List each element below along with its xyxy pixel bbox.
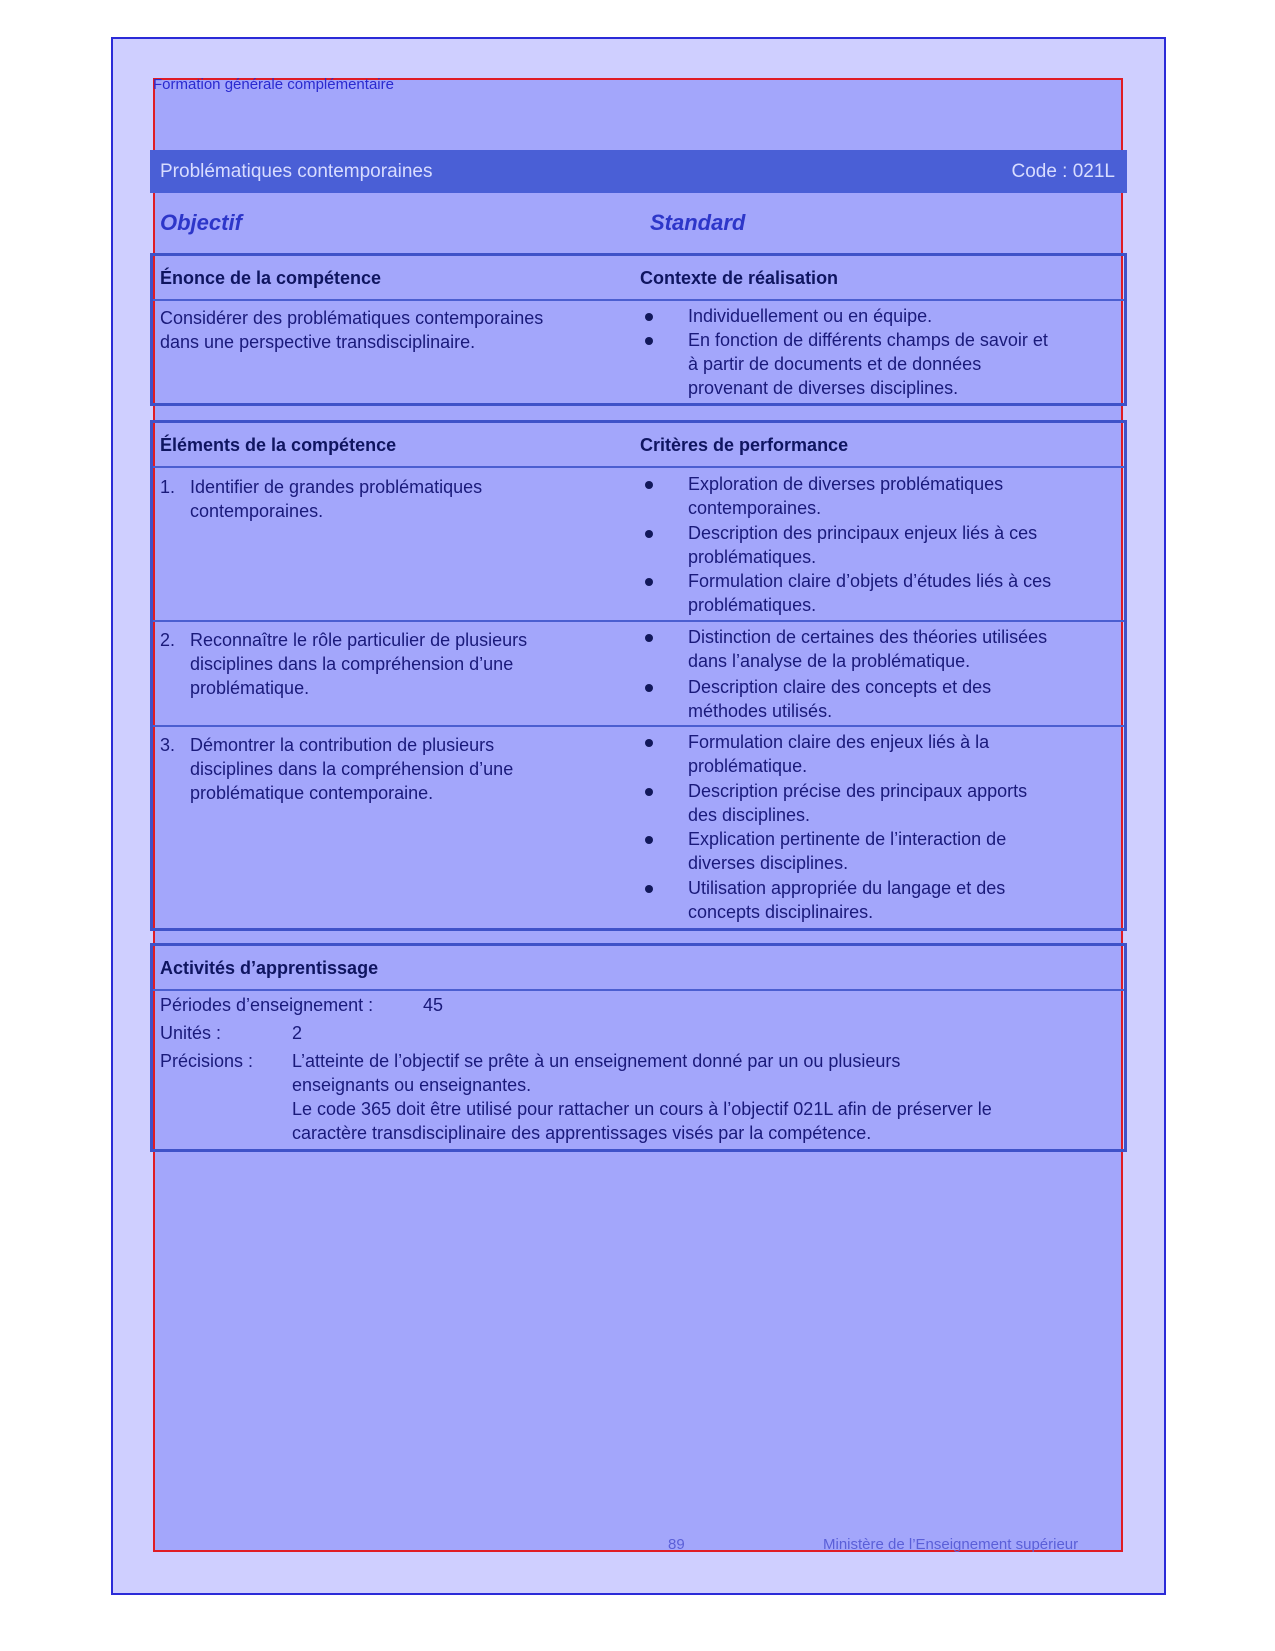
element-number: 3. [160, 735, 176, 755]
criterion-line: problématiques. [688, 595, 817, 615]
element-line: problématique contemporaine. [190, 783, 434, 803]
enonce-line: Considérer des problématiques contemporaines [160, 308, 544, 328]
bullet-icon [645, 481, 653, 489]
precisions-line: L’atteinte de l’objectif se prête à un enseignement donné par un ou plusieurs [292, 1051, 901, 1071]
contexte-item: provenant de diverses disciplines. [688, 378, 959, 398]
bullet-icon [645, 634, 653, 642]
elements-heading: Éléments de la compétence [160, 435, 397, 455]
element-line: contemporaines. [190, 501, 324, 521]
periodes-value: 45 [423, 995, 444, 1015]
bullet-icon [645, 530, 653, 538]
criterion-line: problématique. [688, 756, 808, 776]
bullet-icon [645, 337, 653, 345]
standard-label: Standard [650, 210, 746, 235]
precisions-line: enseignants ou enseignantes. [292, 1075, 532, 1095]
unites-value: 2 [292, 1023, 303, 1043]
footer-ministry: Ministère de l’Enseignement supérieur [823, 1536, 1079, 1553]
criterion-line: Exploration de diverses problématiques [688, 474, 1004, 494]
element-line: problématique. [190, 678, 310, 698]
divider [153, 725, 1124, 727]
divider [153, 989, 1124, 991]
unites-label: Unités : [160, 1023, 222, 1043]
criterion-line: dans l’analyse de la problématique. [688, 651, 971, 671]
criterion-line: Description des principaux enjeux liés à ces [688, 523, 1038, 543]
criteres-heading: Critères de performance [640, 435, 849, 455]
bullet-icon [645, 885, 653, 893]
criterion-line: Formulation claire des enjeux liés à la [688, 732, 990, 752]
bullet-icon [645, 578, 653, 586]
criterion-line: des disciplines. [688, 805, 811, 825]
course-title: Problématiques contemporaines [160, 161, 433, 182]
course-code: Code : 021L [1011, 161, 1115, 182]
bullet-icon [645, 684, 653, 692]
bullet-icon [645, 313, 653, 321]
criterion-line: méthodes utilisés. [688, 701, 833, 721]
precisions-line: caractère transdisciplinaire des apprentissages visés par la compétence. [292, 1123, 872, 1143]
criterion-line: Description précise des principaux apports [688, 781, 1028, 801]
criterion-line: Description claire des concepts et des [688, 677, 992, 697]
contexte-heading: Contexte de réalisation [640, 268, 839, 288]
running-header: Formation générale complémentaire [153, 76, 394, 93]
title-bar [150, 150, 1127, 193]
element-line: Démontrer la contribution de plusieurs [190, 735, 495, 755]
element-line: disciplines dans la compréhension d’une [190, 759, 514, 779]
divider [153, 466, 1124, 468]
criterion-line: Utilisation appropriée du langage et des [688, 878, 1006, 898]
element-line: disciplines dans la compréhension d’une [190, 654, 514, 674]
criterion-line: diverses disciplines. [688, 853, 849, 873]
periodes-label: Périodes d’enseignement : [160, 995, 374, 1015]
activites-heading: Activités d’apprentissage [160, 958, 379, 978]
element-number: 2. [160, 630, 176, 650]
bullet-icon [645, 836, 653, 844]
contexte-item: à partir de documents et de données [688, 354, 982, 374]
precisions-label: Précisions : [160, 1051, 254, 1071]
criterion-line: Formulation claire d’objets d’études liés à ces [688, 571, 1052, 591]
criterion-line: Distinction de certaines des théories utilisées [688, 627, 1048, 647]
contexte-item: En fonction de différents champs de savoir et [688, 330, 1048, 350]
page-number: 89 [668, 1536, 685, 1553]
enonce-line: dans une perspective transdisciplinaire. [160, 332, 476, 352]
element-line: Reconnaître le rôle particulier de plusieurs [190, 630, 528, 650]
criterion-line: contemporaines. [688, 498, 822, 518]
bullet-icon [645, 788, 653, 796]
element-line: Identifier de grandes problématiques [190, 477, 483, 497]
divider [153, 299, 1124, 301]
criterion-line: Explication pertinente de l’interaction de [688, 829, 1007, 849]
divider [153, 620, 1124, 622]
bullet-icon [645, 739, 653, 747]
criterion-line: problématiques. [688, 547, 817, 567]
contexte-item: Individuellement ou en équipe. [688, 306, 933, 326]
precisions-line: Le code 365 doit être utilisé pour rattacher un cours à l’objectif 021L afin de préserver le [292, 1099, 992, 1119]
objectif-label: Objectif [160, 210, 242, 235]
criterion-line: concepts disciplinaires. [688, 902, 874, 922]
enonce-heading: Énonce de la compétence [160, 268, 382, 288]
element-number: 1. [160, 477, 176, 497]
